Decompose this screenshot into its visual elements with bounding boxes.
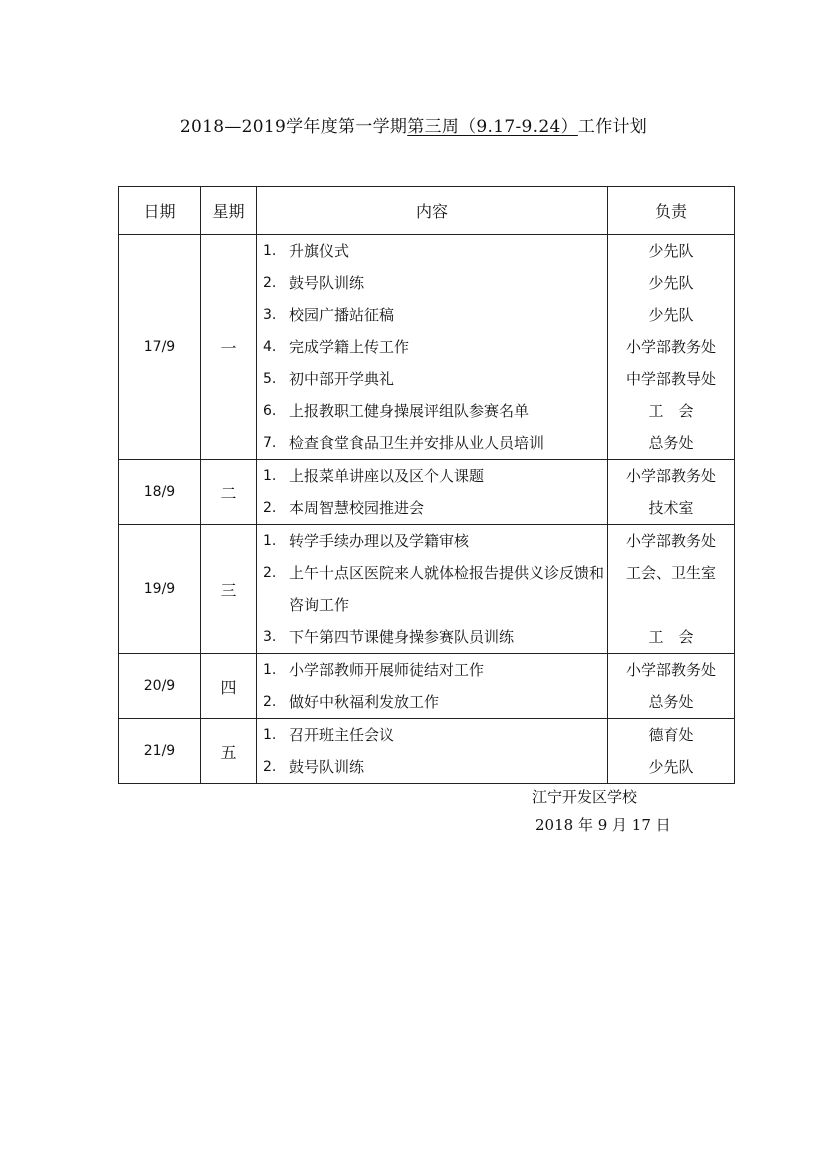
item-number: 2. (263, 694, 277, 710)
list-item (257, 267, 607, 299)
item-number: 1. (263, 243, 277, 259)
item-number: 1. (263, 468, 277, 484)
responsible-party: 少先队 (648, 274, 694, 292)
item-text: 上报教职工健身操展评组队参赛名单 (289, 402, 530, 420)
item-text: 小学部教师开展师徒结对工作 (289, 661, 485, 679)
list-item (257, 331, 607, 363)
table-row (119, 719, 735, 784)
list-item (257, 751, 607, 783)
list-item (257, 621, 607, 653)
item-number: 6. (263, 403, 277, 419)
header-date: 日期 (119, 187, 201, 235)
responsible-party: 小学部教务处 (625, 467, 716, 485)
list-item (257, 235, 607, 267)
responsible-party: 小学部教务处 (625, 532, 716, 550)
item-text: 鼓号队训练 (289, 758, 365, 776)
row-content (257, 654, 608, 719)
list-item (257, 395, 607, 427)
responsible-party: 工 会 (648, 628, 694, 646)
item-number: 1. (263, 727, 277, 743)
item-text: 上报菜单讲座以及区个人课题 (289, 467, 485, 485)
table-row (119, 525, 735, 654)
item-number: 2. (263, 275, 277, 291)
table-header-row (119, 187, 735, 235)
list-item (257, 686, 607, 718)
item-number: 4. (263, 339, 277, 355)
list-item (257, 492, 607, 524)
responsible-party: 少先队 (648, 758, 694, 776)
item-text: 上午十点区医院来人就体检报告提供义诊反馈和咨询工作 (289, 564, 605, 614)
row-date: 20/9 (119, 654, 201, 719)
signature-organization: 江宁开发区学校 (532, 788, 638, 806)
responsible-party: 少先队 (648, 306, 694, 324)
signature-date: 2018 年 9 月 17 日 (535, 816, 671, 834)
list-item (257, 557, 607, 621)
responsible-party: 小学部教务处 (625, 338, 716, 356)
row-weekday: 四 (201, 654, 257, 719)
title-week: 第三周（9.17-9.24） (407, 117, 578, 137)
document-title (0, 112, 827, 137)
header-responsible: 负责 (608, 187, 735, 235)
item-text: 鼓号队训练 (289, 274, 365, 292)
row-weekday: 二 (201, 460, 257, 525)
table-row (119, 460, 735, 525)
work-plan-table (118, 186, 735, 784)
item-text: 下午第四节课健身操参赛队员训练 (289, 628, 515, 646)
item-number: 5. (263, 371, 277, 387)
list-item (257, 460, 607, 492)
item-number: 3. (263, 307, 277, 323)
item-text: 升旗仪式 (289, 242, 350, 260)
item-text: 做好中秋福利发放工作 (289, 693, 440, 711)
responsible-party: 少先队 (648, 242, 694, 260)
item-number: 7. (263, 435, 277, 451)
row-content (257, 235, 608, 460)
item-number: 2. (263, 759, 277, 775)
title-suffix: 工作计划 (577, 117, 648, 137)
row-weekday: 五 (201, 719, 257, 784)
row-date: 21/9 (119, 719, 201, 784)
item-text: 转学手续办理以及学籍审核 (289, 532, 470, 550)
row-weekday: 三 (201, 525, 257, 654)
item-text: 召开班主任会议 (289, 726, 395, 744)
item-text: 校园广播站征稿 (289, 306, 395, 324)
list-item (257, 427, 607, 459)
item-text: 检查食堂食品卫生并安排从业人员培训 (289, 434, 545, 452)
row-responsible (608, 460, 735, 525)
row-content (257, 525, 608, 654)
table-row (119, 654, 735, 719)
row-responsible (608, 525, 735, 654)
row-responsible (608, 235, 735, 460)
responsible-party: 工 会 (648, 402, 694, 420)
row-date: 19/9 (119, 525, 201, 654)
item-number: 1. (263, 533, 277, 549)
item-text: 完成学籍上传工作 (289, 338, 410, 356)
header-weekday: 星期 (201, 187, 257, 235)
title-prefix: 2018—2019学年度第一学期 (179, 117, 408, 137)
responsible-party: 总务处 (648, 434, 694, 452)
list-item (257, 363, 607, 395)
table-row (119, 235, 735, 460)
list-item (257, 299, 607, 331)
list-item (257, 719, 607, 751)
item-number: 2. (263, 565, 277, 581)
header-content: 内容 (257, 187, 608, 235)
row-weekday: 一 (201, 235, 257, 460)
row-date: 17/9 (119, 235, 201, 460)
item-text: 本周智慧校园推进会 (289, 499, 425, 517)
item-number: 1. (263, 662, 277, 678)
responsible-party: 总务处 (648, 693, 694, 711)
row-responsible (608, 654, 735, 719)
item-text: 初中部开学典礼 (289, 370, 395, 388)
responsible-party: 技术室 (648, 499, 694, 517)
list-item (257, 654, 607, 686)
list-item (257, 525, 607, 557)
responsible-party: 中学部教导处 (625, 370, 716, 388)
responsible-party: 德育处 (648, 726, 694, 744)
row-content (257, 460, 608, 525)
item-number: 3. (263, 629, 277, 645)
item-number: 2. (263, 500, 277, 516)
responsible-party: 工会、卫生室 (625, 564, 716, 582)
row-content (257, 719, 608, 784)
responsible-party: 小学部教务处 (625, 661, 716, 679)
row-responsible (608, 719, 735, 784)
row-date: 18/9 (119, 460, 201, 525)
